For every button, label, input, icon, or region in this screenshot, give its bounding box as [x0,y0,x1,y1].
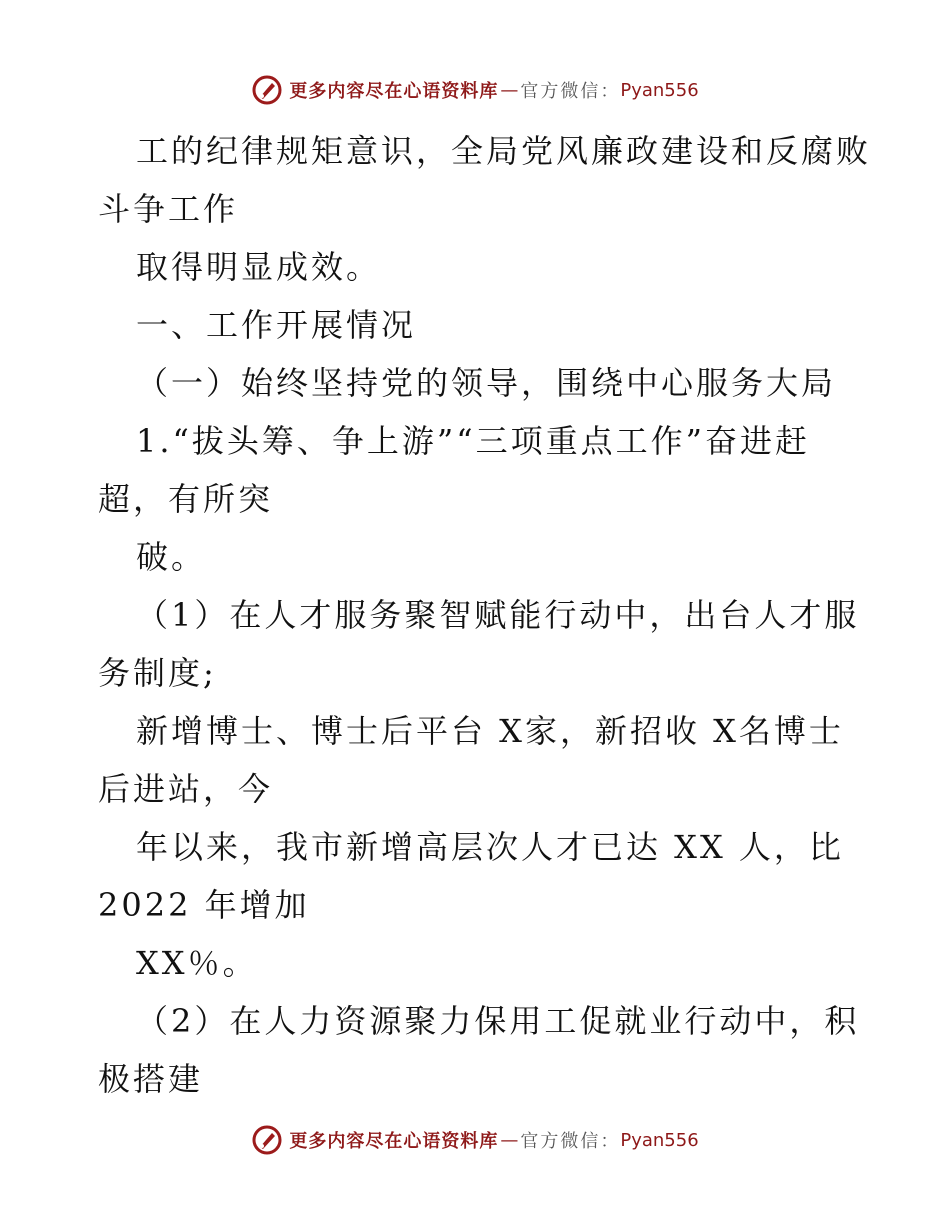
pen-logo-icon [251,1124,283,1156]
paragraph-line: 取得明显成效。 [136,248,382,286]
pen-logo-icon [251,74,283,106]
watermark-main-text: 更多内容尽在心语资料库 [289,81,499,102]
paragraph-line: 极搭建 [98,1060,204,1098]
paragraph-line: 破。 [136,538,207,576]
paragraph-line: XX％。 [136,944,258,982]
subsection-heading: （一）始终坚持党的领导，围绕中心服务大局 [136,364,837,402]
paragraph-line: （2）在人力资源聚力保用工促就业行动中，积 [136,1002,860,1040]
paragraph-line: 新增博士、博士后平台 X家，新招收 X名博士 [136,712,844,750]
paragraph-line: 务制度; [98,654,217,692]
watermark-main-text: 更多内容尽在心语资料库 [289,1131,499,1152]
watermark-wechat-id: Pyan556 [620,79,699,101]
footer-watermark [0,1120,950,1160]
watermark-wechat-id: Pyan556 [620,1129,699,1151]
document-body [98,122,872,1108]
paragraph-line: 超，有所突 [98,480,274,518]
watermark-dash: — [500,1129,519,1151]
paragraph-line: 工的纪律规矩意识，全局党风廉政建设和反腐败 [136,132,872,170]
paragraph-line: （1）在人才服务聚智赋能行动中，出台人才服 [136,596,860,634]
paragraph-line: 年以来，我市新增高层次人才已达 XX 人，比 [136,828,844,866]
header-watermark [0,70,950,110]
paragraph-line: 1.“拔头筹、争上游”“三项重点工作”奋进赶 [136,422,810,460]
paragraph-line: 后进站，今 [98,770,274,808]
section-heading: 一、工作开展情况 [136,306,417,344]
paragraph-line: 斗争工作 [98,190,239,228]
watermark-wechat-label: 官方微信： [520,1131,621,1152]
watermark-wechat-label: 官方微信： [520,81,621,102]
watermark-dash: — [500,79,519,101]
paragraph-line: 2022 年增加 [98,886,310,924]
